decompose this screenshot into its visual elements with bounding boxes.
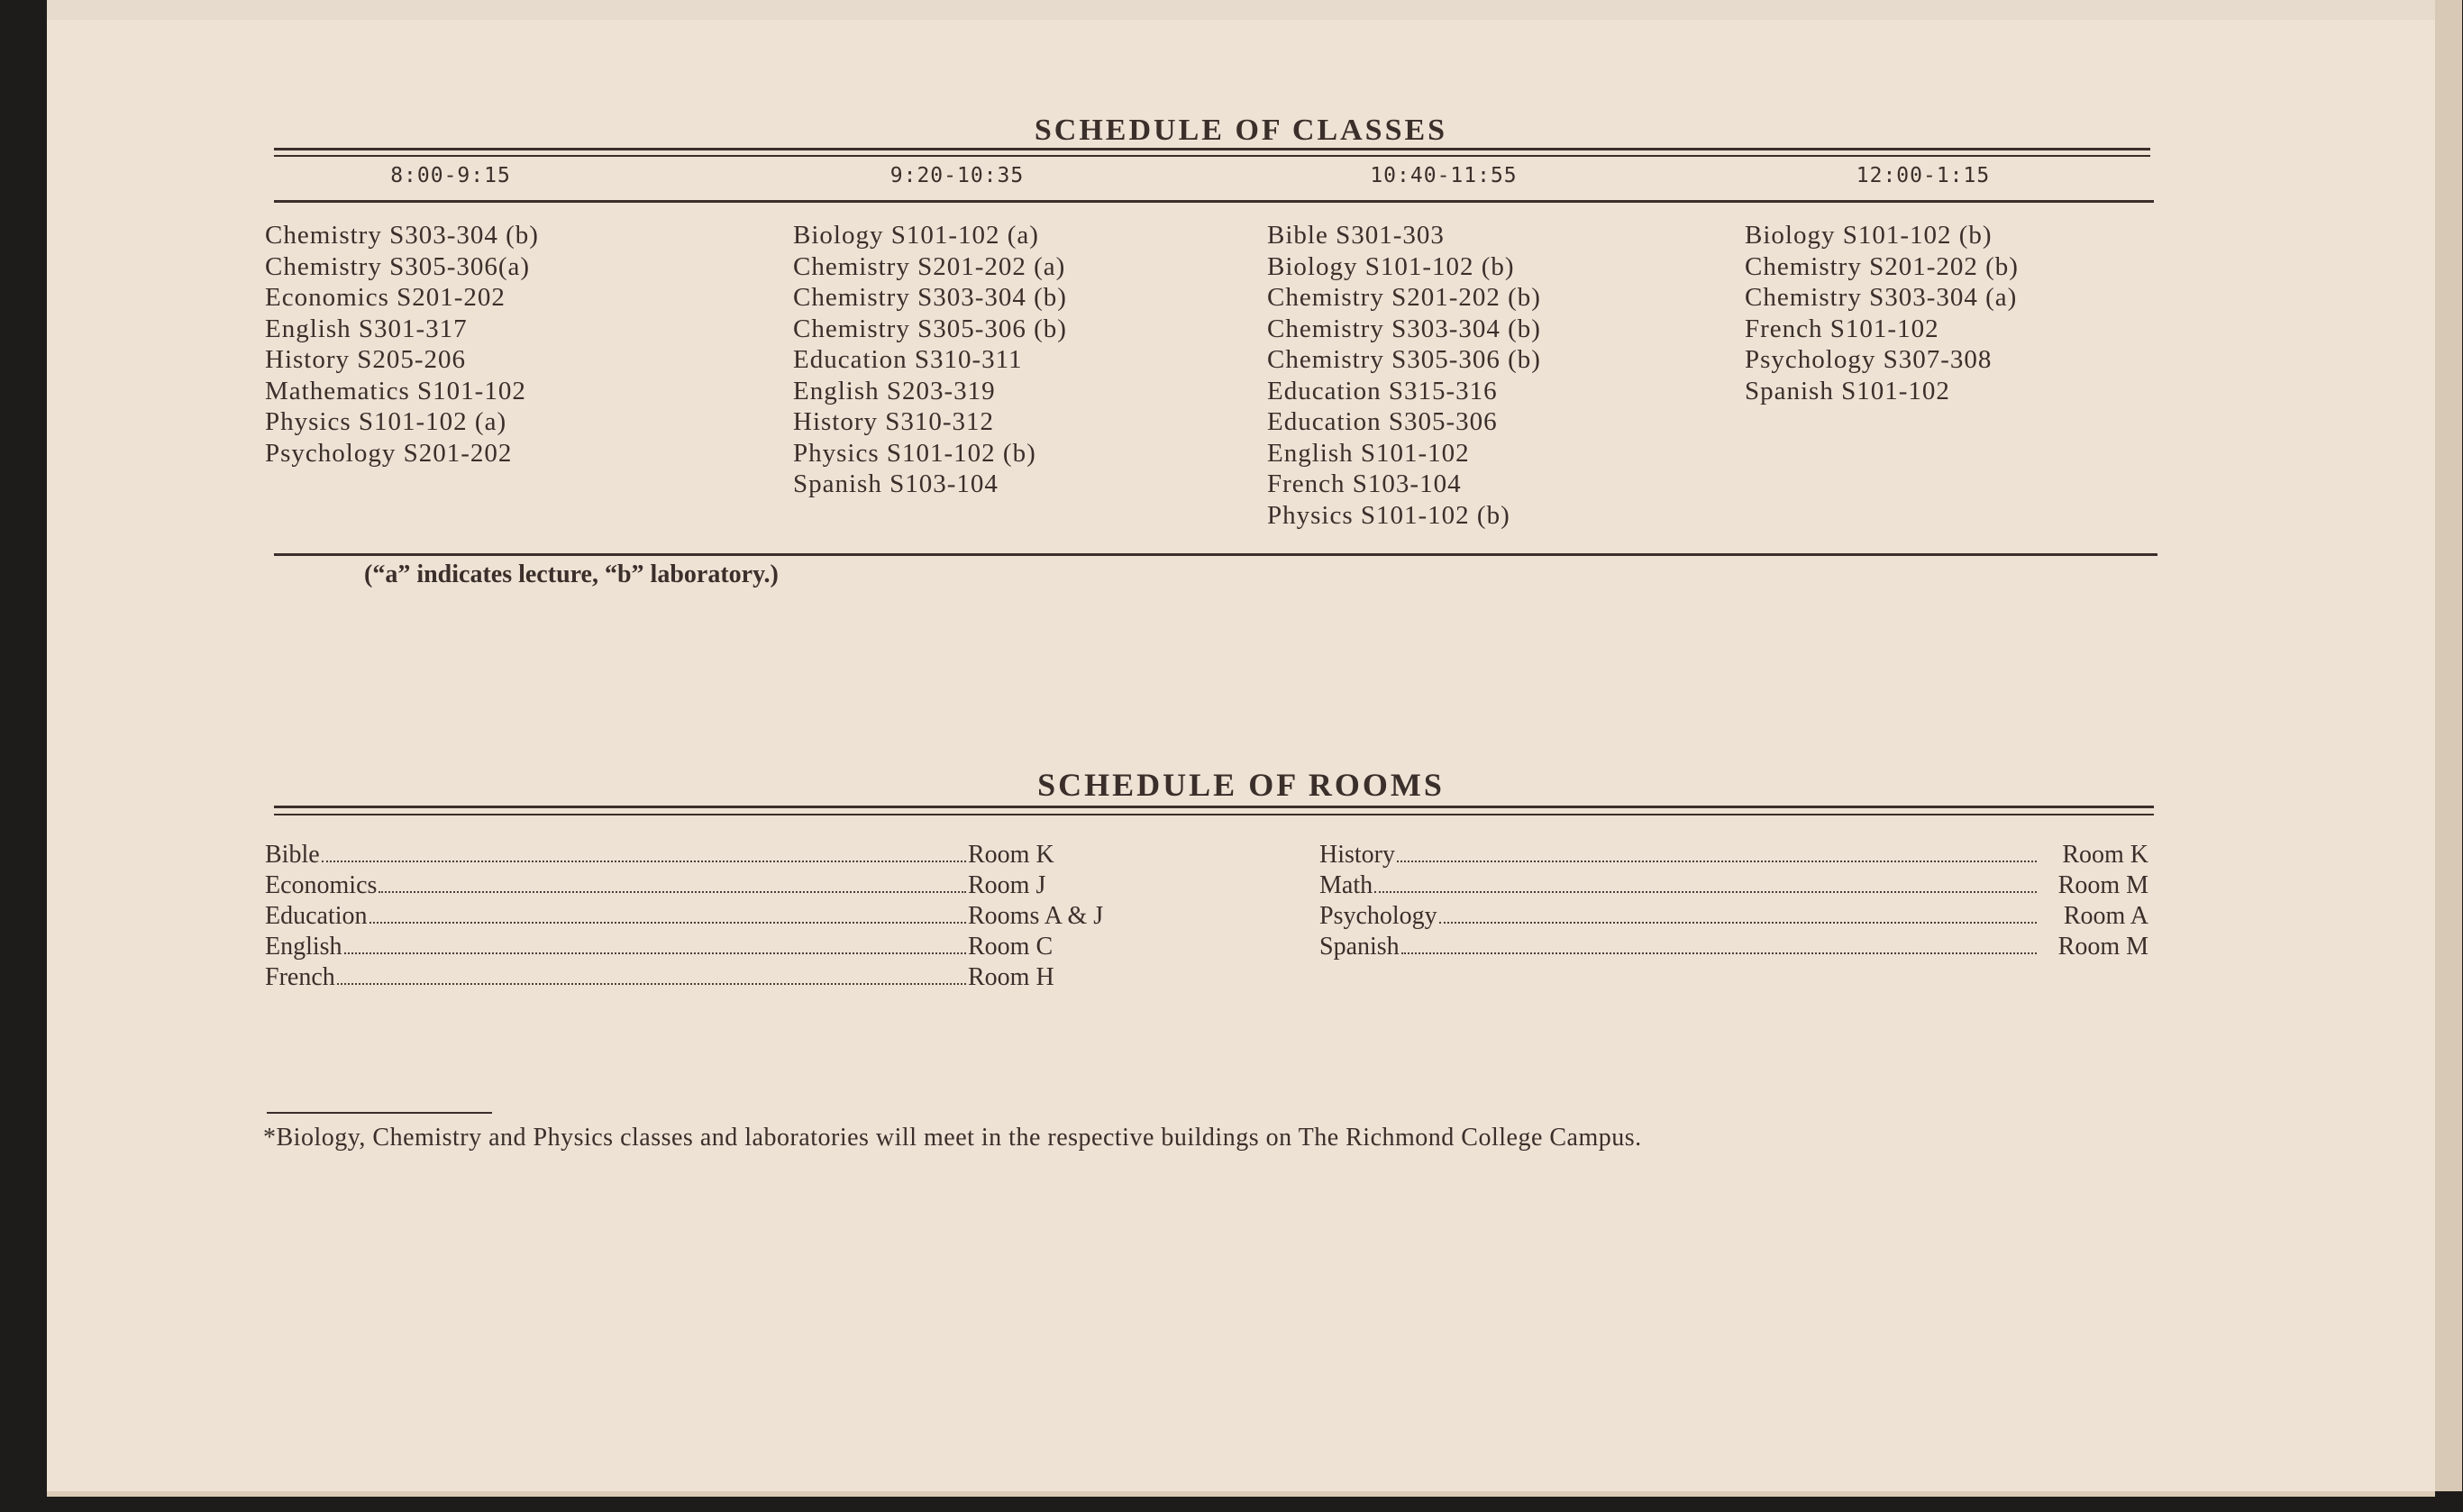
course-item: Chemistry S305-306(a)	[265, 251, 531, 281]
course-item: French S103-104	[1267, 469, 1462, 498]
course-item: Chemistry S303-304 (b)	[265, 221, 539, 250]
course-item: Spanish S101-102	[1745, 376, 1950, 405]
document-page	[47, 0, 2435, 1497]
course-item: English S203-319	[793, 376, 996, 405]
course-item: Chemistry S303-304 (b)	[793, 283, 1067, 312]
course-item: Physics S101-102 (b)	[793, 438, 1036, 468]
course-item: Chemistry S303-304 (b)	[1267, 314, 1541, 343]
room-number: Room C	[968, 933, 1054, 961]
class-column-3	[1267, 220, 1541, 531]
rooms-top-rule	[274, 806, 2154, 808]
room-row	[265, 932, 1139, 962]
room-subject: Math	[1319, 871, 1373, 899]
course-item: Biology S101-102 (b)	[1267, 251, 1515, 281]
room-row	[1319, 840, 2148, 870]
course-item: Physics S101-102 (a)	[265, 407, 507, 436]
room-row	[265, 840, 1139, 870]
course-item: Chemistry S303-304 (a)	[1745, 283, 2018, 312]
course-item: Chemistry S201-202 (a)	[793, 251, 1066, 281]
course-item: Chemistry S201-202 (b)	[1745, 251, 2019, 281]
room-subject: Psychology	[1319, 902, 1437, 930]
course-item: History S205-206	[265, 345, 467, 374]
time-slot-2: 9:20-10:35	[889, 164, 1025, 187]
classes-top-rule	[274, 148, 2150, 150]
footnote: *Biology, Chemistry and Physics classes and laboratories will meet in the respective buildings on The Richmond College Campus.	[263, 1124, 1642, 1152]
dot-leader	[1439, 922, 2037, 924]
room-row	[265, 901, 1139, 932]
course-item: Biology S101-102 (a)	[793, 221, 1039, 250]
dot-leader	[1401, 952, 2037, 954]
classes-title: SCHEDULE OF CLASSES	[1034, 114, 1448, 147]
course-item: Education S315-316	[1267, 376, 1498, 405]
room-number: Room K	[2062, 841, 2148, 869]
room-number: Room H	[968, 963, 1054, 991]
room-number: Room M	[2057, 871, 2148, 899]
rooms-top-rule-thin	[274, 814, 2154, 815]
classes-header-rule	[274, 200, 2154, 203]
course-item: Education S305-306	[1267, 407, 1498, 436]
course-item: Physics S101-102 (b)	[1267, 500, 1510, 530]
time-slot-4: 12:00-1:15	[1856, 164, 1991, 187]
room-subject: Education	[265, 902, 368, 930]
time-slot-1: 8:00-9:15	[390, 164, 511, 187]
room-number: Room J	[968, 871, 1046, 899]
course-item: English S101-102	[1267, 438, 1470, 468]
time-slot-3: 10:40-11:55	[1370, 164, 1518, 187]
dot-leader	[322, 861, 966, 862]
class-column-4	[1745, 220, 2019, 406]
room-subject: Bible	[265, 841, 320, 869]
classes-bottom-rule	[274, 553, 2157, 556]
room-subject: English	[265, 933, 342, 961]
course-item: Bible S301-303	[1267, 221, 1445, 250]
course-item: History S310-312	[793, 407, 995, 436]
room-row	[265, 870, 1139, 901]
course-item: Chemistry S305-306 (b)	[1267, 345, 1541, 374]
dot-leader	[379, 891, 966, 893]
class-column-2	[793, 220, 1067, 500]
course-item: Chemistry S305-306 (b)	[793, 314, 1067, 343]
room-number: Rooms A & J	[968, 902, 1104, 930]
dot-leader	[344, 952, 966, 954]
room-subject: French	[265, 963, 335, 991]
dot-leader	[337, 983, 966, 985]
class-column-1	[265, 220, 539, 469]
course-item: French S101-102	[1745, 314, 1939, 343]
room-number: Room M	[2057, 933, 2148, 961]
course-item: Economics S201-202	[265, 283, 506, 312]
course-item: English S301-317	[265, 314, 468, 343]
footnote-rule	[267, 1112, 492, 1114]
course-item: Spanish S103-104	[793, 469, 999, 498]
room-row	[1319, 870, 2148, 901]
lecture-lab-note: (“a” indicates lecture, “b” laboratory.)	[364, 560, 779, 588]
room-number: Room K	[968, 841, 1054, 869]
classes-top-rule-thin	[274, 155, 2150, 157]
course-item: Education S310-311	[793, 345, 1023, 374]
course-item: Chemistry S201-202 (b)	[1267, 283, 1541, 312]
room-row	[265, 962, 1139, 993]
rooms-title: SCHEDULE OF ROOMS	[1037, 767, 1445, 803]
dot-leader	[1374, 891, 2037, 893]
room-number: Room A	[2063, 902, 2148, 930]
room-subject: Economics	[265, 871, 378, 899]
room-subject: History	[1319, 841, 1395, 869]
room-subject: Spanish	[1319, 933, 1400, 961]
rooms-list-right	[1319, 840, 2148, 962]
page-right-edge	[2435, 0, 2462, 1491]
course-item: Biology S101-102 (b)	[1745, 221, 1993, 250]
course-item: Psychology S307-308	[1745, 345, 1993, 374]
room-row	[1319, 901, 2148, 932]
room-row	[1319, 932, 2148, 962]
page-top-edge	[47, 0, 2435, 20]
course-item: Psychology S201-202	[265, 438, 513, 468]
dot-leader	[369, 922, 966, 924]
rooms-list-left	[265, 840, 1139, 993]
course-item: Mathematics S101-102	[265, 376, 526, 405]
dot-leader	[1397, 861, 2037, 862]
